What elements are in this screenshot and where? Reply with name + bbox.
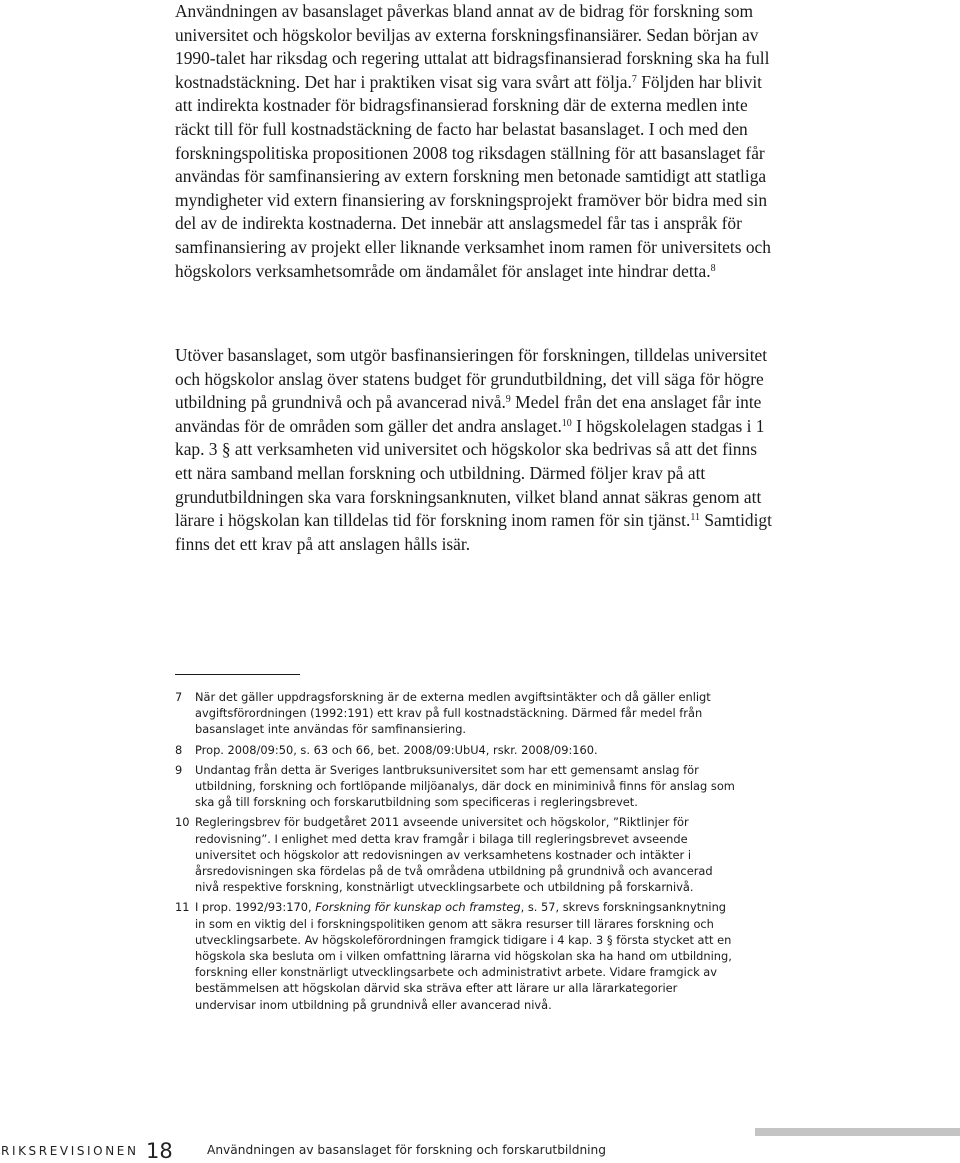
- footnote-ref-7[interactable]: 7: [631, 73, 637, 85]
- footnote-publication-title: Forskning för kunskap och framsteg: [315, 900, 521, 915]
- footnote-text: Regleringsbrev för budgetåret 2011 avseende universitet och högskolor, ”Riktlinjer för redovisning”. I enlighet med detta krav framgår i bilaga till regleringsbrevet avseende universitet och högskolor att redovisningen av verksamhetens kostnader och intäkter i årsredovisningen ska fördelas på de två områdena utbildning på grundnivå och avancerad nivå respektive forskning, konstnärligt utvecklingsarbete och utbildning på forskarnivå.: [195, 815, 713, 895]
- footnote-text: Undantag från detta är Sveriges lantbruksuniversitet som har ett gemensamt anslag för utbildning, forskning och fortlöpande miljöanalys, där dock en miniminivå finns för anslag som ska gå till forskning och forskarutbildning som specificeras i regleringsbrevet.: [195, 762, 735, 810]
- footnote-10: [175, 814, 735, 895]
- footnote-11: [175, 899, 735, 1012]
- footnote-number: 10: [175, 815, 190, 830]
- footnote-ref-10[interactable]: 10: [561, 417, 572, 429]
- paragraph-text: Följden har blivit att indirekta kostnader för bidragsfinansierad forskning där de externa medlen inte räckt till för full kostnadstäckning de facto har belastat basanslaget. I och med den forskningspolitiska propositionen 2008 tog riksdagen ställning för att basanslaget får användas för samfinansiering av extern forskning men betonade samtidigt att statliga myndigheter vid extern finansiering av forskningsprojekt framöver bör bidra med sin del av de indirekta kostnaderna. Det innebär att anslagsmedel får tas i anspråk för samfinansiering av projekt eller liknande verksamhet inom ramen för universitets och högskolors verksamhetsområde om ändamålet för anslaget inte hindrar detta.: [175, 71, 771, 281]
- footnote-separator: [175, 674, 300, 675]
- footnote-number: 8: [175, 742, 183, 757]
- footnote-number: 7: [175, 690, 183, 704]
- footnote-text: [195, 899, 735, 1012]
- footnote-text: Prop. 2008/09:50, s. 63 och 66, bet. 2008/09:UbU4, rskr. 2008/09:160.: [195, 742, 598, 757]
- footnote-ref-9[interactable]: 9: [505, 394, 511, 406]
- footer-brand: RIKSREVISIONEN: [1, 1144, 139, 1158]
- footnote-9: [175, 762, 735, 811]
- footnote-text-part: , s. 57, skrevs forskningsanknytning in som en viktig del i forskningspolitiken genom att säkra resurser till lärares forskning och utvecklingsarbete. Av högskoleförordningen framgick tidigare i 4 kap. 3 § första stycket att en högskola ska besluta om i vilken omfattning lärarna vid högskolan ska ha hand om utbildning, forskning eller konstnärligt utvecklingsarbete och administrativt arbete. Vidare framgick av bestämmelsen att högskolan därvid ska sträva efter att lärare ur alla lärarkategorier undervisar inom utbildning på grundnivå eller avancerad nivå.: [195, 900, 732, 1012]
- footnote-8: [175, 742, 735, 758]
- paragraph-text: Medel från det ena anslaget får inte användas för de områden som gäller det andra anslaget.: [175, 392, 762, 436]
- footnote-text: När det gäller uppdragsforskning är de externa medlen avgiftsintäkter och då gäller enligt avgiftsförordningen (1992:191) ett krav på full kostnadstäckning. Därmed får medel från basanslaget inte användas för samfinansiering.: [195, 690, 711, 737]
- footnote-ref-8[interactable]: 8: [710, 262, 716, 274]
- paragraph-text: Utöver basanslaget, som utgör basfinansieringen för forskningen, tilldelas universitet och högskolor anslag över statens budget för grundutbildning, det vill säga för högre utbildning på grundnivå och på avancerad nivå.: [175, 345, 768, 413]
- footnote-7: [175, 689, 735, 738]
- paragraph-text: Samtidigt finns det ett krav på att anslagen hålls isär.: [175, 510, 772, 554]
- footnote-text-part: I prop. 1992/93:170,: [195, 900, 316, 915]
- footnote-ref-11[interactable]: 11: [690, 512, 700, 524]
- paragraph-text: Användningen av basanslaget påverkas bland annat av de bidrag för forskning som universitet och högskolor beviljas av externa forskningsfinansiärer. Sedan början av 1990-talet har riksdag och regering uttalat att bidragsfinansierad forskning ska ha full kostnadstäckning. Det har i praktiken visat sig vara svårt att följa.: [175, 1, 770, 92]
- body-paragraph-2: [175, 344, 775, 556]
- footer-title: Användningen av basanslaget för forskning och forskarutbildning: [207, 1143, 607, 1157]
- page-number: 18: [146, 1139, 173, 1163]
- page-footer: [0, 1128, 960, 1162]
- paragraph-text: I högskolelagen stadgas i 1 kap. 3 § att verksamheten vid universitet och högskolor ska bedrivas så att det finns ett nära samband mellan forskning och utbildning. Därmed följer krav på att grundutbildningen ska vara forskningsanknuten, vilket bland annat säkras genom att lärare i högskolan kan tilldelas tid för forskning inom ramen för sin tjänst.: [175, 415, 765, 531]
- footnote-number: 9: [175, 762, 183, 777]
- footer-bar: [755, 1128, 960, 1136]
- footnotes-section: [175, 689, 735, 1017]
- body-paragraph-1: [175, 0, 775, 283]
- footnote-number: 11: [175, 900, 190, 915]
